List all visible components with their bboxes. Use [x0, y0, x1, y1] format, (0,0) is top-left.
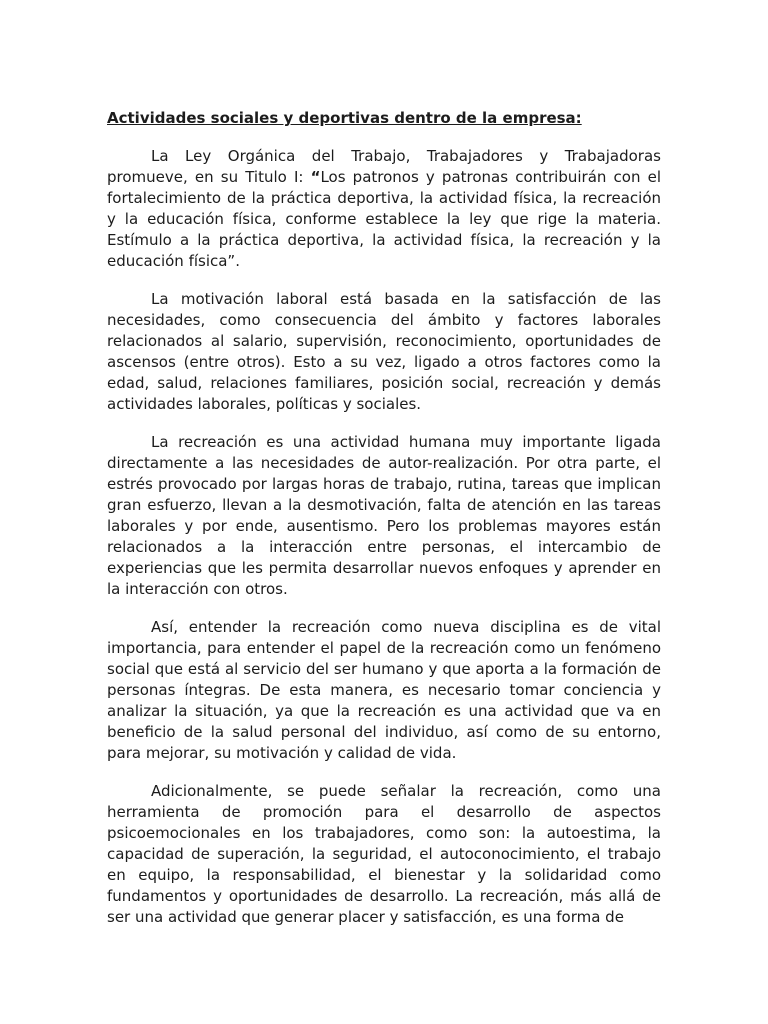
paragraph-1-open-quote: “	[310, 168, 321, 186]
paragraph-1-quote: Los patronos y patronas contribuirán con el fortalecimiento de la práctica deportiva, la actividad física, la recreación y la educación física, conforme establece la ley que rige la materia. Estímulo a la práctica deportiva, la actividad física, la recreación y la educación física”.	[107, 168, 662, 270]
document-body	[107, 108, 661, 928]
paragraph-1-lead: La Ley Orgánica del Trabajo, Trabajadores y Trabajadoras promueve, en su Titulo I:	[107, 147, 661, 186]
paragraph-4: Así, entender la recreación como nueva disciplina es de vital importancia, para entender el papel de la recreación como un fenómeno social que está al servicio del ser humano y que aporta a la formación de personas íntegras. De esta manera, es necesario tomar conciencia y analizar la situación, ya que la recreación es una actividad que va en beneficio de la salud personal del individuo, así como de su entorno, para mejorar, su motivación y calidad de vida.	[107, 618, 661, 762]
document-title: Actividades sociales y deportivas dentro de la empresa:	[107, 109, 582, 127]
paragraph-3: La recreación es una actividad humana muy importante ligada directamente a las necesidades de autor-realización. Por otra parte, el estrés provocado por largas horas de trabajo, rutina, tareas que implican gran esfuerzo, llevan a la desmotivación, falta de atención en las tareas laborales y por ende, ausentismo. Pero los problemas mayores están relacionados a la interacción entre personas, el intercambio de experiencias que les permita desarrollar nuevos enfoques y aprender en la interacción con otros.	[107, 433, 661, 598]
paragraph-5: Adicionalmente, se puede señalar la recreación, como una herramienta de promoción para el desarrollo de aspectos psicoemocionales en los trabajadores, como son: la autoestima, la capacidad de superación, la seguridad, el autoconocimiento, el trabajo en equipo, la responsabilidad, el bienestar y la solidaridad como fundamentos y oportunidades de desarrollo. La recreación, más allá de ser una actividad que generar placer y satisfacción, es una forma de	[107, 782, 661, 926]
paragraph-1	[107, 146, 661, 272]
paragraph-2: La motivación laboral está basada en la satisfacción de las necesidades, como consecuencia del ámbito y factores laborales relacionados al salario, supervisión, reconocimiento, oportunidades de ascensos (entre otros). Esto a su vez, ligado a otros factores como la edad, salud, relaciones familiares, posición social, recreación y demás actividades laborales, políticas y sociales.	[107, 290, 661, 413]
